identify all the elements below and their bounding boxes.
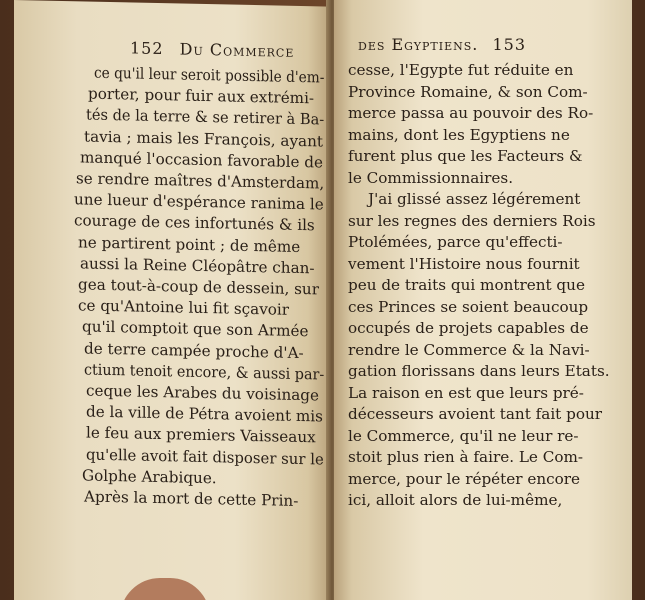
text-line: gation florissans dans leurs Etats. xyxy=(348,362,610,380)
right-page-number: 153 xyxy=(492,35,527,54)
left-running-title: Du Commerce xyxy=(179,39,295,61)
text-line: peu de traits qui montrent que xyxy=(348,276,585,294)
text-line: La raison en est que leurs pré- xyxy=(348,383,584,402)
text-line: merce passa au pouvoir des Ro- xyxy=(348,104,594,122)
text-line: une lueur d'espérance ranima le xyxy=(74,190,324,214)
text-line: ce qu'Antoine lui fit sçavoir xyxy=(78,296,290,319)
right-running-title: des Egyptiens. xyxy=(358,35,479,54)
text-line: gea tout-à-coup de dessein, sur xyxy=(78,275,319,299)
text-line: ne partirent point ; de même xyxy=(78,232,301,256)
text-line: tavia ; mais les François, ayant xyxy=(84,127,323,151)
text-line: ici, alloit alors de lui-même, xyxy=(348,491,563,509)
text-line: qu'elle avoit fait disposer sur le xyxy=(86,445,324,469)
text-line: le Commissionnaires. xyxy=(348,168,514,187)
text-line: aussi la Reine Cléopâtre chan- xyxy=(80,254,315,278)
text-line: vement l'Histoire nous fournit xyxy=(348,254,580,273)
text-line: ceque les Arabes du voisinage xyxy=(86,381,320,405)
text-line: courage de ces infortunés & ils xyxy=(74,211,315,235)
text-line: rendre le Commerce & la Navi- xyxy=(348,340,590,359)
right-page xyxy=(334,0,632,600)
text-line: ces Princes se soient beaucoup xyxy=(348,297,589,316)
text-line: sur les regnes des derniers Rois xyxy=(348,211,596,230)
text-line: qu'il comptoit que son Armée xyxy=(82,317,309,341)
text-line: manqué l'occasion favorable de xyxy=(80,148,324,172)
text-line: décesseurs avoient tant fait pour xyxy=(348,405,603,423)
text-line: le Commerce, qu'il ne leur re- xyxy=(348,426,579,445)
left-running-head xyxy=(130,38,294,60)
left-page xyxy=(14,0,330,600)
text-line: Golphe Arabique. xyxy=(82,466,217,488)
text-line: ctium tenoit encore, & aussi par- xyxy=(84,360,325,384)
text-line: occupés de projets capables de xyxy=(348,319,589,337)
text-line: cesse, l'Egypte fut réduite en xyxy=(348,61,574,79)
text-line: merce, pour le répéter encore xyxy=(348,469,581,488)
text-line: porter, pour fuir aux extrémi- xyxy=(88,84,315,108)
text-line: stoit plus rien à faire. Le Com- xyxy=(348,448,584,466)
text-line: Province Romaine, & son Com- xyxy=(348,82,588,101)
text-line: de la ville de Pétra avoient mis xyxy=(86,402,323,426)
text-line: Après la mort de cette Prin- xyxy=(84,487,299,510)
text-line: de terre campée proche d'A- xyxy=(84,339,304,362)
text-line: ce qu'il leur seroit possible d'em- xyxy=(94,63,325,87)
text-line: Ptolémées, parce qu'effecti- xyxy=(348,233,563,251)
right-running-head xyxy=(358,35,526,54)
left-page-text xyxy=(74,63,325,510)
text-line: se rendre maîtres d'Amsterdam, xyxy=(76,169,325,193)
text-line: le feu aux premiers Vaisseaux xyxy=(86,423,316,447)
left-page-number: 152 xyxy=(130,38,164,59)
text-line: mains, dont les Egyptiens ne xyxy=(348,125,570,144)
text-line: furent plus que les Facteurs & xyxy=(348,147,583,165)
text-line: J'ai glissé assez légérement xyxy=(368,190,581,208)
text-line: tés de la terre & se retirer à Ba- xyxy=(86,105,325,129)
